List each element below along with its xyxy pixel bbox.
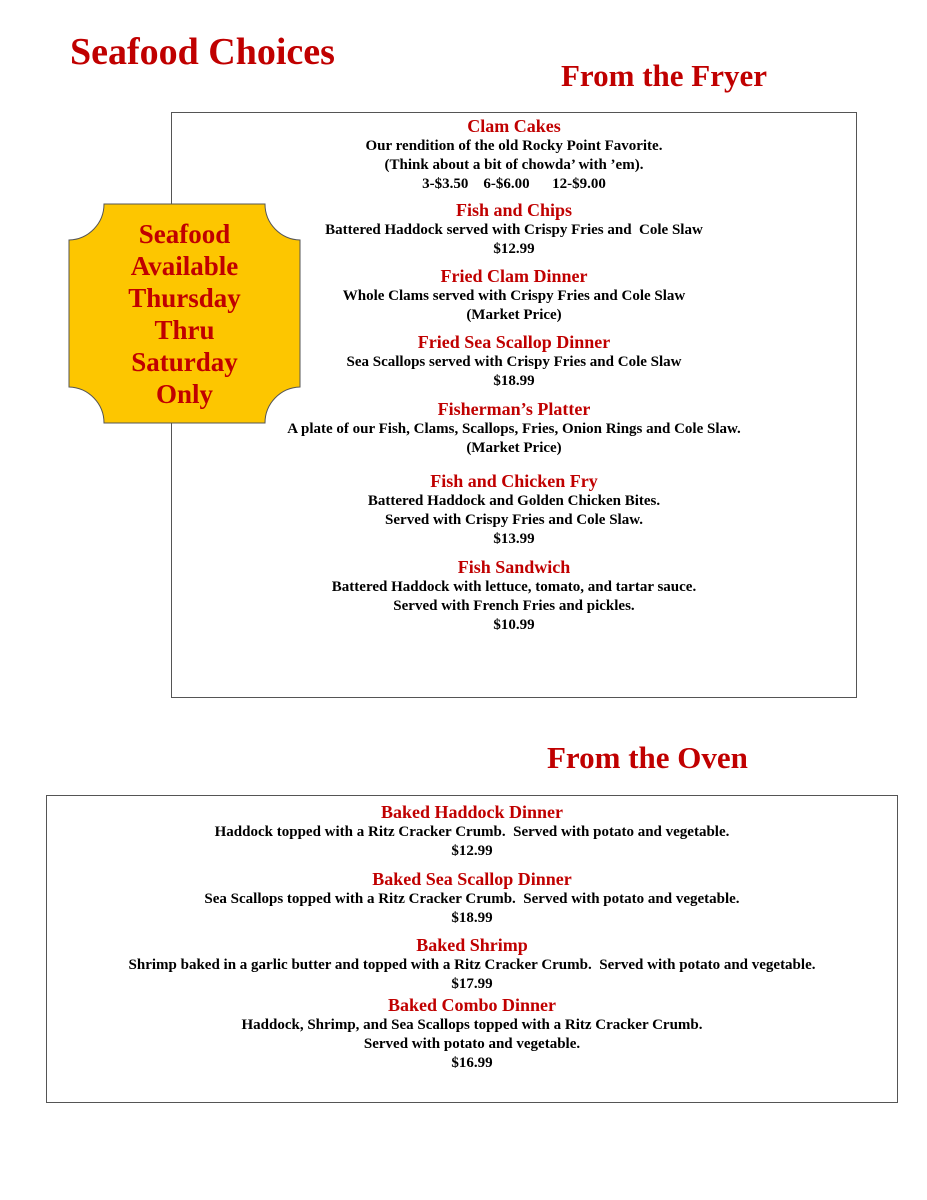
badge-line: Thursday xyxy=(128,282,241,313)
item-description: Whole Clams served with Crispy Fries and Cole Slaw xyxy=(342,288,686,304)
item-name: Fish Sandwich xyxy=(457,557,571,577)
badge-line: Saturday xyxy=(131,346,238,377)
availability-badge xyxy=(68,203,301,424)
badge-text xyxy=(68,203,301,424)
menu-item-baked-haddock-dinner xyxy=(47,802,897,861)
item-name: Fried Sea Scallop Dinner xyxy=(417,332,611,352)
item-description: Sea Scallops topped with a Ritz Cracker Crumb. Served with potato and vegetable. xyxy=(204,891,740,907)
item-name: Fish and Chicken Fry xyxy=(430,471,598,491)
item-name: Baked Combo Dinner xyxy=(387,995,557,1015)
badge-line: Only xyxy=(155,378,214,409)
item-name: Baked Shrimp xyxy=(416,935,528,955)
item-name: Fish and Chips xyxy=(455,200,573,220)
item-price: (Market Price) xyxy=(466,440,562,456)
item-price: $12.99 xyxy=(493,241,535,257)
item-price: (Market Price) xyxy=(466,307,562,323)
item-price: $17.99 xyxy=(451,976,493,992)
item-description: Shrimp baked in a garlic butter and topped with a Ritz Cracker Crumb. Served with potato and vegetable. xyxy=(128,957,816,973)
item-price: 3-$3.50 6-$6.00 12-$9.00 xyxy=(422,176,606,192)
item-price: $18.99 xyxy=(451,910,493,926)
oven-menu-box xyxy=(46,795,898,1103)
item-description: (Think about a bit of chowda’ with ’em). xyxy=(384,157,644,173)
item-description: A plate of our Fish, Clams, Scallops, Fries, Onion Rings and Cole Slaw. xyxy=(287,421,741,437)
fryer-section-heading: From the Fryer xyxy=(561,58,767,93)
menu-item-fish-sandwich xyxy=(172,557,856,635)
item-name: Clam Cakes xyxy=(467,116,561,136)
item-description: Sea Scallops served with Crispy Fries and Cole Slaw xyxy=(346,354,682,370)
item-name: Fisherman’s Platter xyxy=(437,399,591,419)
item-description: Battered Haddock and Golden Chicken Bites. xyxy=(367,493,661,509)
menu-item-baked-shrimp xyxy=(47,935,897,994)
item-description: Our rendition of the old Rocky Point Favorite. xyxy=(365,138,663,154)
item-description: Served with French Fries and pickles. xyxy=(393,598,635,614)
item-price: $10.99 xyxy=(493,617,535,633)
item-description: Haddock topped with a Ritz Cracker Crumb. Served with potato and vegetable. xyxy=(214,824,730,840)
oven-section-heading: From the Oven xyxy=(547,740,748,775)
item-name: Baked Haddock Dinner xyxy=(380,802,564,822)
item-price: $13.99 xyxy=(493,531,535,547)
badge-line: Seafood xyxy=(138,218,231,249)
page-title: Seafood Choices xyxy=(70,31,335,73)
item-name: Fried Clam Dinner xyxy=(440,266,588,286)
item-description: Battered Haddock served with Crispy Fries and Cole Slaw xyxy=(325,222,703,238)
item-description: Haddock, Shrimp, and Sea Scallops topped with a Ritz Cracker Crumb. xyxy=(241,1017,703,1033)
menu-item-baked-sea-scallop-dinner xyxy=(47,869,897,928)
item-description: Served with potato and vegetable. xyxy=(363,1036,581,1052)
item-description: Served with Crispy Fries and Cole Slaw. xyxy=(385,512,643,528)
menu-item-clam-cakes xyxy=(172,116,856,194)
menu-item-fish-and-chicken-fry xyxy=(172,471,856,549)
item-price: $16.99 xyxy=(451,1055,493,1071)
badge-line: Available xyxy=(130,250,239,281)
item-price: $18.99 xyxy=(493,373,535,389)
item-name: Baked Sea Scallop Dinner xyxy=(372,869,572,889)
item-price: $12.99 xyxy=(451,843,493,859)
menu-item-baked-combo-dinner xyxy=(47,995,897,1073)
badge-line: Thru xyxy=(154,314,215,345)
item-description: Battered Haddock with lettuce, tomato, and tartar sauce. xyxy=(331,579,697,595)
